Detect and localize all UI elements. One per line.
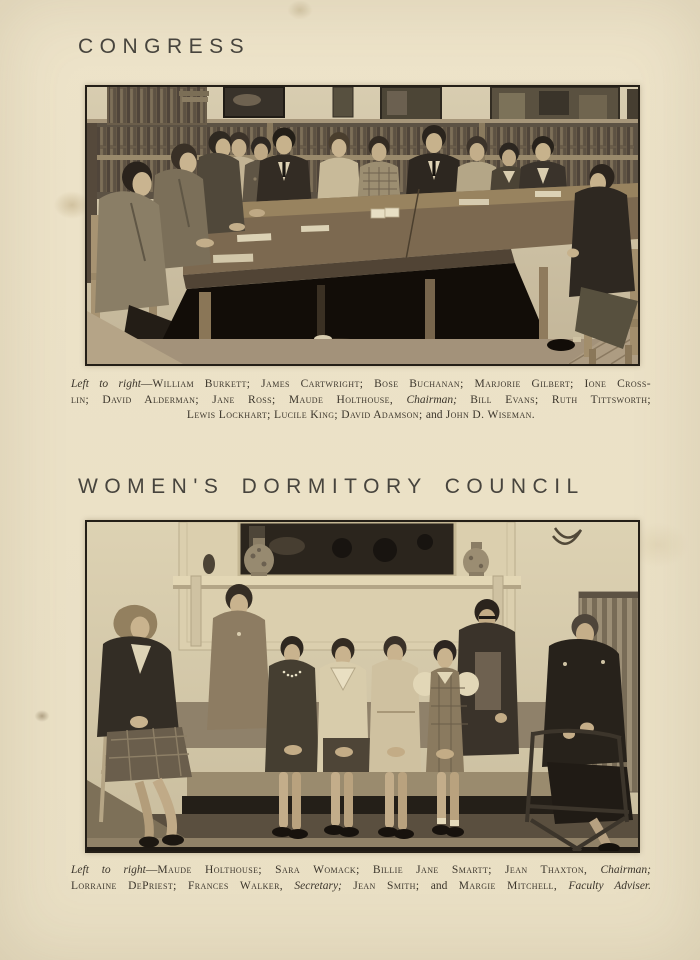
section-title-congress: CONGRESS: [78, 35, 251, 58]
couch-seat: [187, 772, 567, 798]
caption-line: lin; David Alderman; Jane Ross; Maude Holthouse, Chairman; Bill Evans; Ruth Tittsworth;: [71, 393, 651, 406]
congress-caption: [71, 377, 651, 424]
caption-line: Left to right—Maude Holthouse; Sara Womack; Billie Jane Smartt; Jean Thaxton, Chairman;: [71, 864, 651, 876]
caption-line: Lorraine DePriest; Frances Walker, Secretary; Jean Smith; and Margie Mitchell, Faculty Adviser.: [71, 879, 651, 892]
congress-photo-art: [87, 87, 638, 364]
dormitory-caption: [71, 863, 651, 894]
dormitory-photo-art: [87, 522, 638, 851]
congress-photo: [85, 85, 640, 366]
caption-line: Left to right—William Burkett; James Cartwright; Bose Buchanan; Marjorie Gilbert; Ione Cross-: [71, 378, 651, 390]
dormitory-photo: [85, 520, 640, 853]
section-title-dormitory: WOMEN'S DORMITORY COUNCIL: [78, 475, 585, 498]
caption-line: Lewis Lockhart; Lucile King; David Adamson; and John D. Wiseman.: [186, 409, 536, 421]
